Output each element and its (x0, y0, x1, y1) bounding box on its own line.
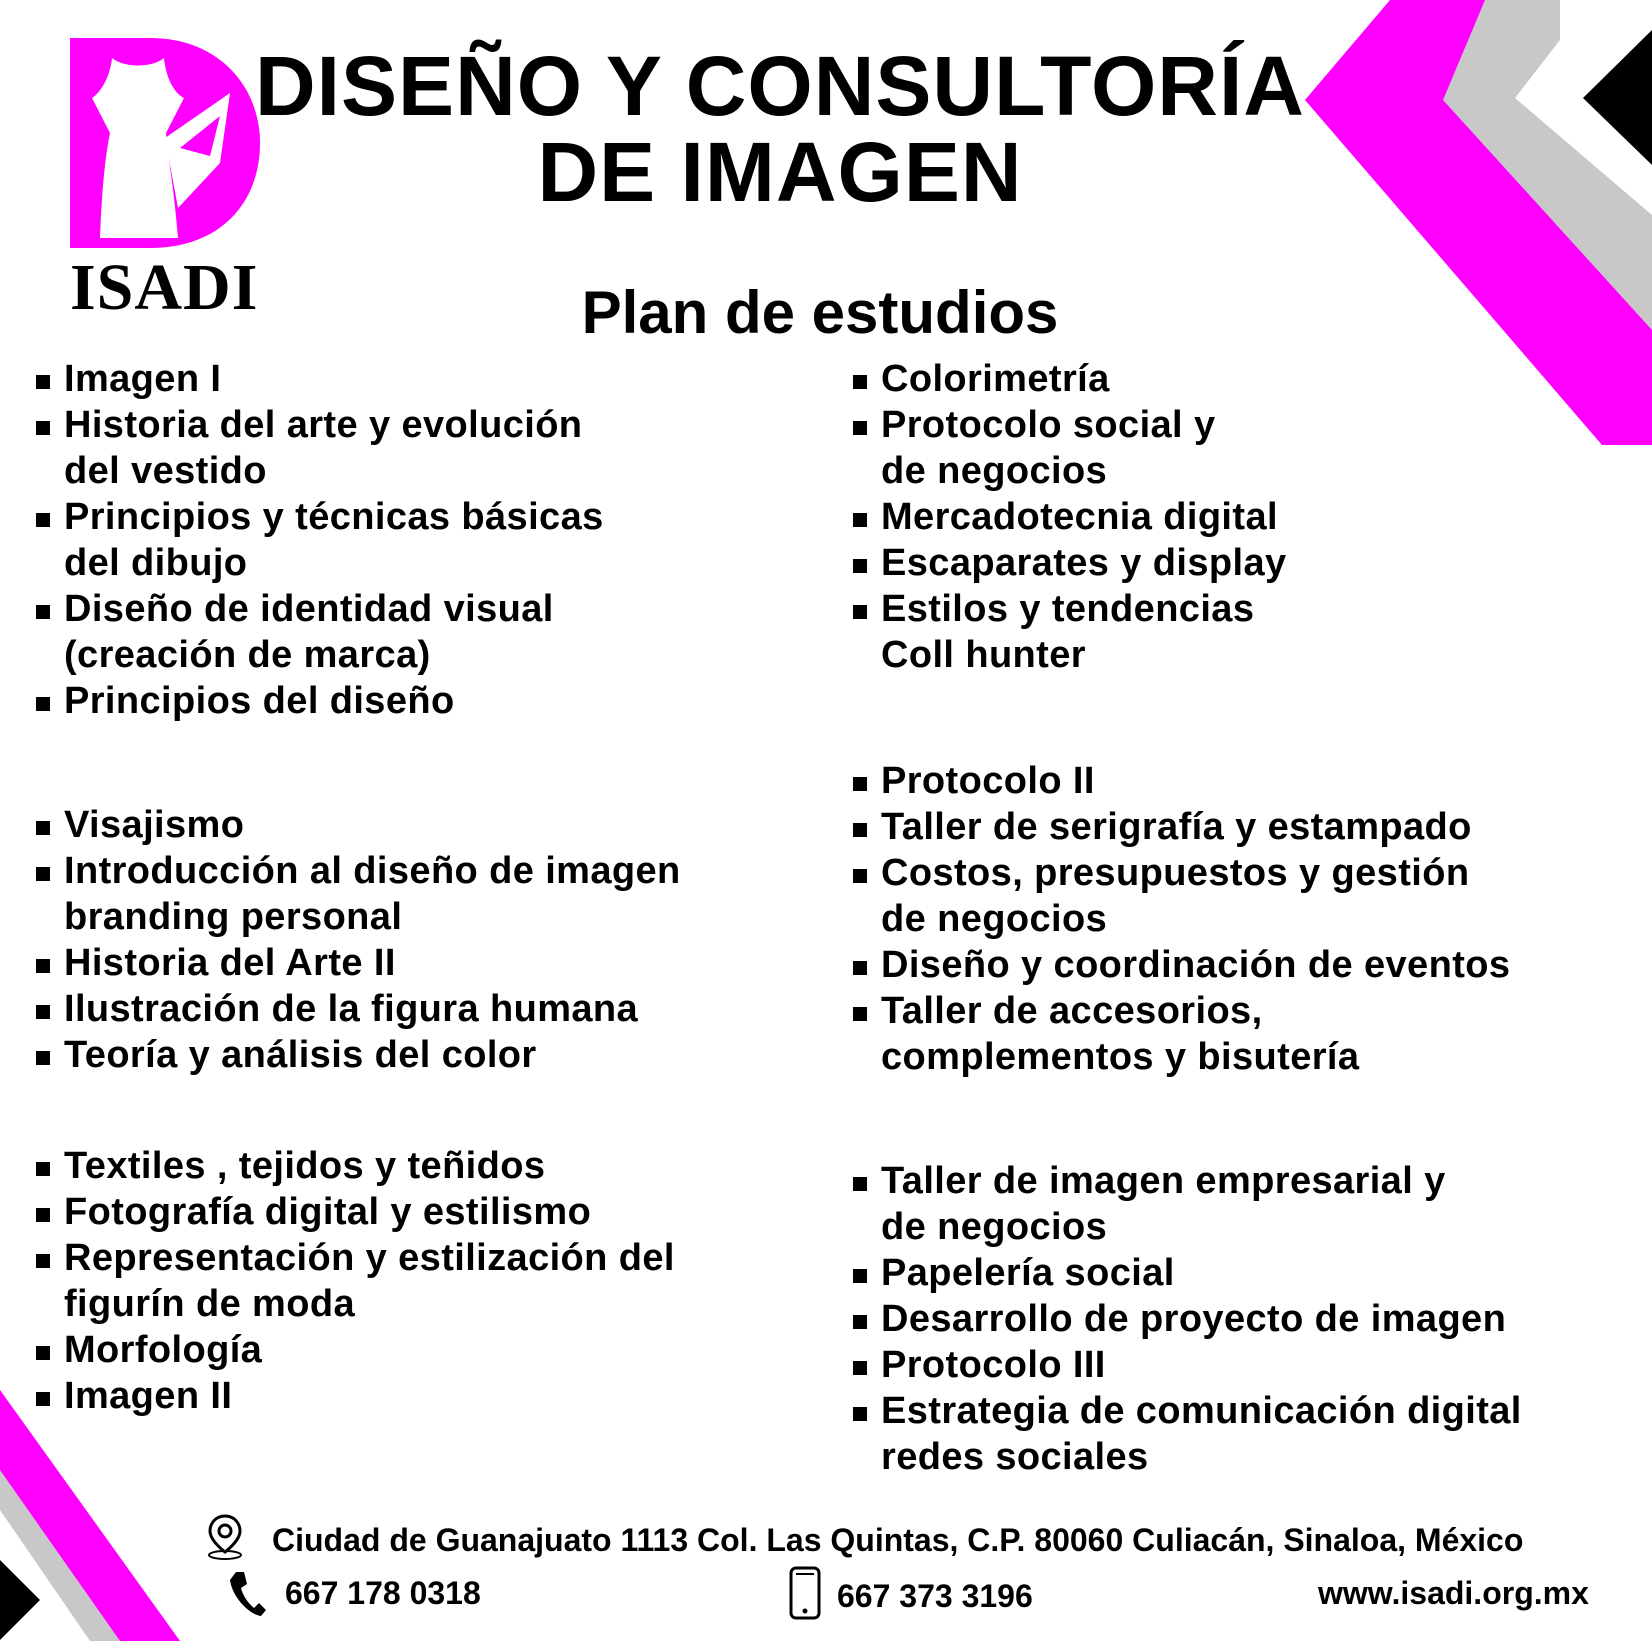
mobile-phone-icon (788, 1566, 822, 1620)
list-item: Protocolo III (853, 1342, 1522, 1388)
list-item: Papelería social (853, 1250, 1522, 1296)
list-item: Costos, presupuestos y gestión de negocios (853, 850, 1510, 942)
list-item: Desarrollo de proyecto de imagen (853, 1296, 1522, 1342)
location-pin-icon (205, 1512, 245, 1560)
list-item: Principios del diseño (36, 678, 604, 724)
list-item: Imagen II (36, 1373, 675, 1419)
list-item: Morfología (36, 1327, 675, 1373)
list-item: Protocolo II (853, 758, 1510, 804)
list-item: Historia del arte y evolución del vestido (36, 402, 604, 494)
list-item: Diseño y coordinación de eventos (853, 942, 1510, 988)
page-title-line1: DISEÑO Y CONSULTORÍA (255, 39, 1305, 133)
decorative-chevrons-bottom-left (0, 1390, 180, 1641)
list-item: Taller de imagen empresarial y de negocios (853, 1158, 1522, 1250)
course-list-right-3 (853, 1158, 1522, 1480)
course-list-right-2 (853, 758, 1510, 1080)
list-item: Colorimetría (853, 356, 1287, 402)
isadi-logo-icon (70, 38, 260, 248)
list-item: Escaparates y display (853, 540, 1287, 586)
list-item: Visajismo (36, 802, 681, 848)
list-item: Principios y técnicas básicas del dibujo (36, 494, 604, 586)
footer-phone: 667 178 0318 (285, 1575, 481, 1611)
footer-address: Ciudad de Guanajuato 1113 Col. Las Quintas, C.P. 80060 Culiacán, Sinaloa, México (272, 1522, 1524, 1558)
list-item: Fotografía digital y estilismo (36, 1189, 675, 1235)
list-item: Introducción al diseño de imagen branding personal (36, 848, 681, 940)
list-item: Estilos y tendencias Coll hunter (853, 586, 1287, 678)
list-item: Ilustración de la figura humana (36, 986, 681, 1032)
decorative-chevrons-top-right (1300, 0, 1652, 445)
list-item: Mercadotecnia digital (853, 494, 1287, 540)
course-list-left-1 (36, 356, 604, 724)
list-item: Historia del Arte II (36, 940, 681, 986)
list-item: Diseño de identidad visual (creación de marca) (36, 586, 604, 678)
list-item: Textiles , tejidos y teñidos (36, 1143, 675, 1189)
isadi-logo-text: ISADI (70, 251, 259, 324)
list-item: Protocolo social y de negocios (853, 402, 1287, 494)
page-title-line2: DE IMAGEN (537, 125, 1023, 219)
list-item: Teoría y análisis del color (36, 1032, 681, 1078)
list-item: Estrategia de comunicación digital redes sociales (853, 1388, 1522, 1480)
page-subtitle: Plan de estudios (581, 279, 1059, 346)
list-item: Taller de accesorios, complementos y bisutería (853, 988, 1510, 1080)
phone-icon (228, 1568, 268, 1618)
list-item: Representación y estilización del figurín de moda (36, 1235, 675, 1327)
course-list-right-1 (853, 356, 1287, 678)
list-item: Taller de serigrafía y estampado (853, 804, 1510, 850)
footer-website[interactable]: www.isadi.org.mx (1318, 1575, 1589, 1611)
footer-mobile: 667 373 3196 (837, 1578, 1033, 1614)
course-list-left-2 (36, 802, 681, 1078)
list-item: Imagen I (36, 356, 604, 402)
course-list-left-3 (36, 1143, 675, 1419)
